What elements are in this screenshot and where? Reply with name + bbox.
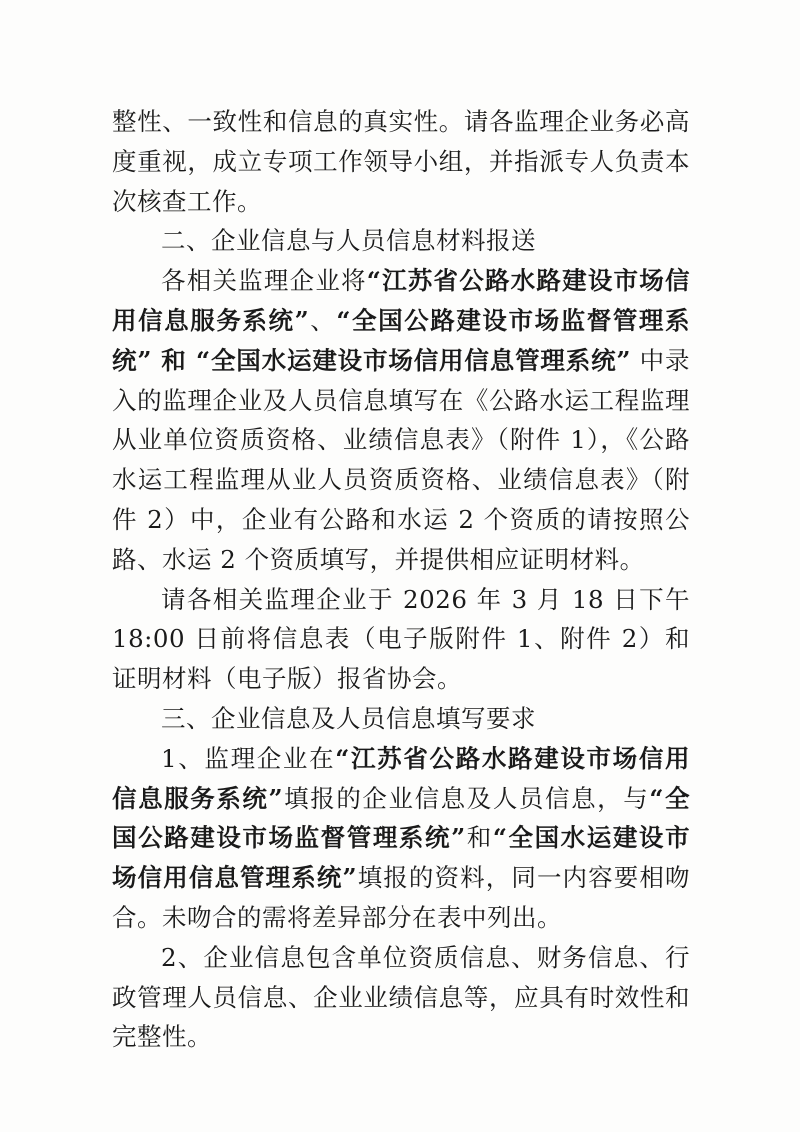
text-run: 中录入的监理企业及人员信息填写在《公路水运工程监理从业单位资质资格、业绩信息表》（附件 1），《公路水运工程监理从业人员资质资格、业绩信息表》（附件 2）中，企业有公路和水运 2 个资质的请按照公路、水运 2 个资质填写，并提供相应证明材料。 (112, 345, 691, 574)
paragraph-item-2: 2、企业信息包含单位资质信息、财务信息、行政管理人员信息、企业业绩信息等，应具有时效性和完整性。 (112, 942, 690, 1052)
document-body (112, 102, 690, 1057)
text-run: 各相关监理企业将 (161, 266, 367, 296)
paragraph-item-1 (112, 739, 690, 938)
system-name-national-waterway: “全国水运建设市场信用信息管理系统” (112, 823, 691, 893)
text-run: 填报的企业信息及人员信息，与 (283, 783, 650, 813)
system-name-national-highway: “全国公路建设市场监督管理系统” (112, 783, 691, 853)
text-run: 、 (309, 305, 337, 335)
section-heading-3: 三、企业信息及人员信息填写要求 (161, 703, 536, 733)
text-run: 和 (151, 345, 197, 375)
section-heading-2: 二、企业信息与人员信息材料报送 (161, 226, 536, 256)
text-run: 和 (465, 823, 493, 853)
system-name-national-highway: “全国公路建设市场监督管理系统” (112, 305, 691, 375)
text-run: 填报的资料，同一内容要相吻合。未吻合的需将差异部分在表中列出。 (112, 863, 690, 932)
text-run: 1、监理企业在 (161, 743, 336, 773)
paragraph-deadline: 请各相关监理企业于 2026 年 3 月 18 日下午 18:00 日前将信息表（电子版附件 1、附件 2）和证明材料（电子版）报省协会。 (112, 584, 690, 694)
system-name-jiangsu: “江苏省公路水路建设市场信用信息服务系统” (112, 743, 690, 813)
system-name-national-waterway: “全国水运建设市场信用信息管理系统” (196, 345, 632, 375)
system-name-jiangsu: “江苏省公路水路建设市场信用信息服务系统” (112, 266, 691, 335)
paragraph-submission (112, 261, 690, 579)
paragraph-requirement-continued: 整性、一致性和信息的真实性。请各监理企业务必高度重视，成立专项工作领导小组，并指派专人负责本次核查工作。 (112, 107, 690, 216)
